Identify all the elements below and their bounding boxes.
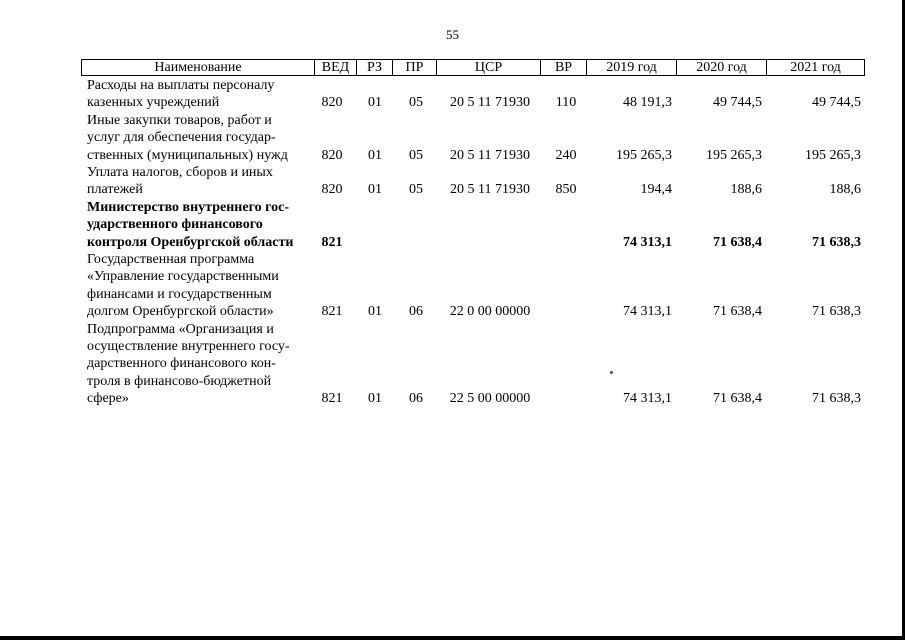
cell-vr: 110 [555, 95, 577, 111]
cell-y2020: 71 638,4 [713, 234, 762, 250]
row-name-line: осуществление внутреннего госу- [87, 339, 290, 354]
cell-rz: 01 [368, 304, 382, 320]
cell-y2019: 48 191,3 [623, 95, 672, 111]
cell-y2021: 71 638,3 [812, 391, 861, 407]
cell-y2019: 74 313,1 [623, 391, 672, 407]
row-name-line: услуг для обеспечения государ- [87, 130, 276, 146]
row-name-line: Подпрограмма «Организация и [87, 321, 274, 337]
cell-y2020: 49 744,5 [713, 95, 762, 111]
header-2020: 2020 год [676, 60, 766, 75]
cell-y2020: 188,6 [730, 182, 762, 198]
row-name-line: «Управление государственными [87, 269, 279, 285]
cell-rz: 01 [368, 95, 382, 111]
cell-y2021: 195 265,3 [805, 147, 861, 163]
cell-y2019: 194,4 [640, 182, 672, 198]
cell-y2021: 49 744,5 [812, 95, 861, 111]
row-name-line: ственных (муниципальных) нужд [87, 147, 288, 163]
row-name-line: казенных учреждений [87, 95, 220, 111]
row-name-line: Уплата налогов, сборов и иных [87, 165, 273, 180]
cell-y2019: 74 313,1 [623, 234, 672, 250]
cell-rz: 01 [368, 182, 382, 198]
cell-pr: 05 [409, 147, 423, 163]
row-name-line: Государственная программа [87, 252, 255, 267]
cell-ved: 820 [321, 182, 343, 198]
cell-pr: 05 [409, 182, 423, 198]
header-2021: 2021 год [766, 60, 864, 75]
row-name-line: сфере» [87, 391, 129, 407]
cell-csr: 20 5 11 71930 [450, 147, 530, 163]
cell-vr: 240 [555, 147, 577, 163]
row-name-line: дарственного финансового кон- [87, 356, 276, 372]
cell-y2020: 71 638,4 [713, 391, 762, 407]
cell-vr: 850 [555, 182, 577, 198]
cell-rz: 01 [368, 391, 382, 407]
cell-csr: 20 5 11 71930 [450, 95, 530, 111]
cell-rz: 01 [368, 147, 382, 163]
cell-y2021: 188,6 [829, 182, 861, 198]
row-name-line: троля в финансово-бюджетной [87, 373, 272, 389]
cell-y2021: 71 638,3 [812, 234, 861, 250]
row-name-line: Расходы на выплаты персоналу [87, 78, 275, 93]
page-number: 55 [446, 27, 459, 42]
header-rz: РЗ [356, 60, 392, 75]
cell-pr: 06 [409, 391, 423, 407]
cell-ved: 820 [321, 147, 343, 163]
cell-csr: 22 5 00 00000 [449, 391, 531, 407]
scan-edge-bottom [0, 636, 905, 640]
header-pr: ПР [392, 60, 436, 75]
row-name-line: контроля Оренбургской области [87, 234, 294, 250]
cell-pr: 06 [409, 304, 423, 320]
row-name-line: долгом Оренбургской области» [87, 304, 274, 320]
header-vr: ВР [540, 60, 586, 75]
cell-csr: 22 0 00 00000 [449, 304, 531, 320]
row-name-line: ударственного финансового [87, 217, 263, 233]
header-name: Наименование [154, 60, 242, 75]
row-name-line: платежей [87, 182, 143, 198]
header-csr: ЦСР [436, 60, 540, 75]
cell-ved: 820 [321, 95, 343, 111]
header-2019: 2019 год [586, 60, 676, 75]
cell-ved: 821 [321, 304, 343, 320]
cell-y2019: 74 313,1 [623, 304, 672, 320]
cell-y2020: 71 638,4 [713, 304, 762, 320]
table-header [81, 59, 865, 76]
row-name-line: финансами и государственным [87, 286, 272, 302]
row-name-line: Министерство внутреннего гос- [87, 199, 289, 215]
cell-csr: 20 5 11 71930 [450, 182, 530, 198]
cell-y2020: 195 265,3 [706, 147, 762, 163]
header-ved: ВЕД [314, 60, 356, 75]
cell-ved: 821 [321, 391, 343, 407]
cell-y2021: 71 638,3 [812, 304, 861, 320]
row-name-line: Иные закупки товаров, работ и [87, 112, 272, 128]
cell-y2019: 195 265,3 [616, 147, 672, 163]
scan-speck [610, 371, 613, 374]
cell-pr: 05 [409, 95, 423, 111]
cell-ved: 821 [321, 234, 343, 250]
